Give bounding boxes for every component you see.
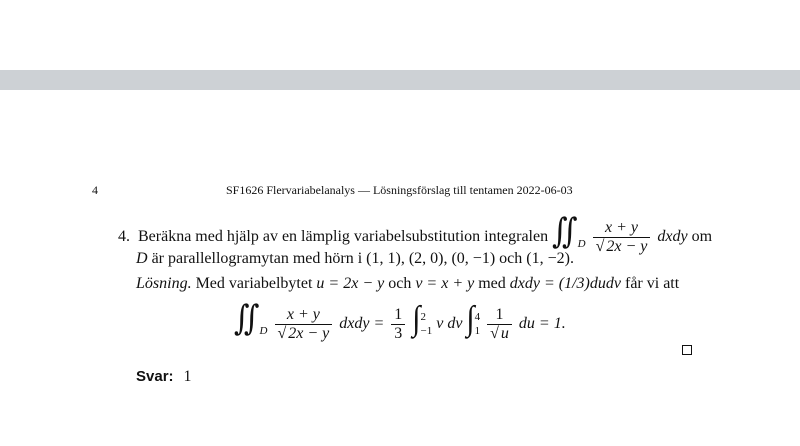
eq-result: du = 1. xyxy=(518,315,566,332)
solution-text-2: med xyxy=(478,275,506,292)
page-number: 4 xyxy=(92,183,98,197)
eq-integrand-fraction: $\frac{x + y}{√ 2x - y}$ xyxy=(275,306,333,343)
solution-line xyxy=(136,274,679,294)
integrand-fraction: $\frac{x + y}{√ 2x - y}$ xyxy=(593,219,651,256)
last-corner: (1, −2). xyxy=(526,250,574,267)
jacobian-relation: dxdy = (1/3)dudv xyxy=(509,275,621,292)
differential: dxdy xyxy=(657,228,688,245)
om-word: om xyxy=(691,228,713,245)
problem-line-2 xyxy=(136,249,574,269)
region-D: D xyxy=(136,250,148,267)
v-integral-sign: ∫ xyxy=(412,299,421,338)
and-word: och xyxy=(499,250,523,267)
eq-differential: dxdy = xyxy=(339,315,385,332)
page-gap-band xyxy=(0,70,800,90)
u-substitution: u = 2x − y xyxy=(316,275,385,292)
answer-line xyxy=(136,368,192,386)
answer-value: 1 xyxy=(183,368,192,385)
solution-and-word: och xyxy=(388,275,412,292)
problem-statement: Beräkna med hjälp av en lämplig variabelsubstitution integralen xyxy=(138,228,549,245)
solution-text-3: får vi att xyxy=(624,275,680,292)
v-integral-body: v dv xyxy=(436,315,463,332)
region-label: D xyxy=(577,238,586,250)
qed-box xyxy=(682,345,692,355)
v-substitution: v = x + y xyxy=(415,275,475,292)
region-description: är parallellogramytan med hörn i xyxy=(151,250,363,267)
display-equation: $∬_D$ $\frac{x + y}{√ 2x - y}$ dxdy = $\frac{1}{3}$ ∫ 2 −1 v dv ∫ 4 1 $\frac{1}{√ u}$ du = 1. xyxy=(234,299,566,342)
corner-list: (1, 1), (2, 0), (0, −1) xyxy=(366,250,496,267)
eq-double-integral-sign: ∬ xyxy=(234,299,260,338)
solution-label: Lösning. xyxy=(136,275,192,292)
running-title: SF1626 Flervariabelanalys — Lösningsförslag till tentamen 2022-06-03 xyxy=(226,183,573,197)
u-integral-sign: ∫ xyxy=(466,299,475,338)
coefficient-fraction: $\frac{1}{3}$ xyxy=(391,306,405,343)
answer-label: Svar: xyxy=(136,368,174,385)
problem-number: 4. xyxy=(118,228,130,245)
top-margin xyxy=(0,0,800,70)
double-integral-sign: ∬ xyxy=(552,212,578,251)
solution-text-1: Med variabelbytet xyxy=(195,275,313,292)
u-integrand-fraction: $\frac{1}{√ u}$ xyxy=(487,306,512,343)
